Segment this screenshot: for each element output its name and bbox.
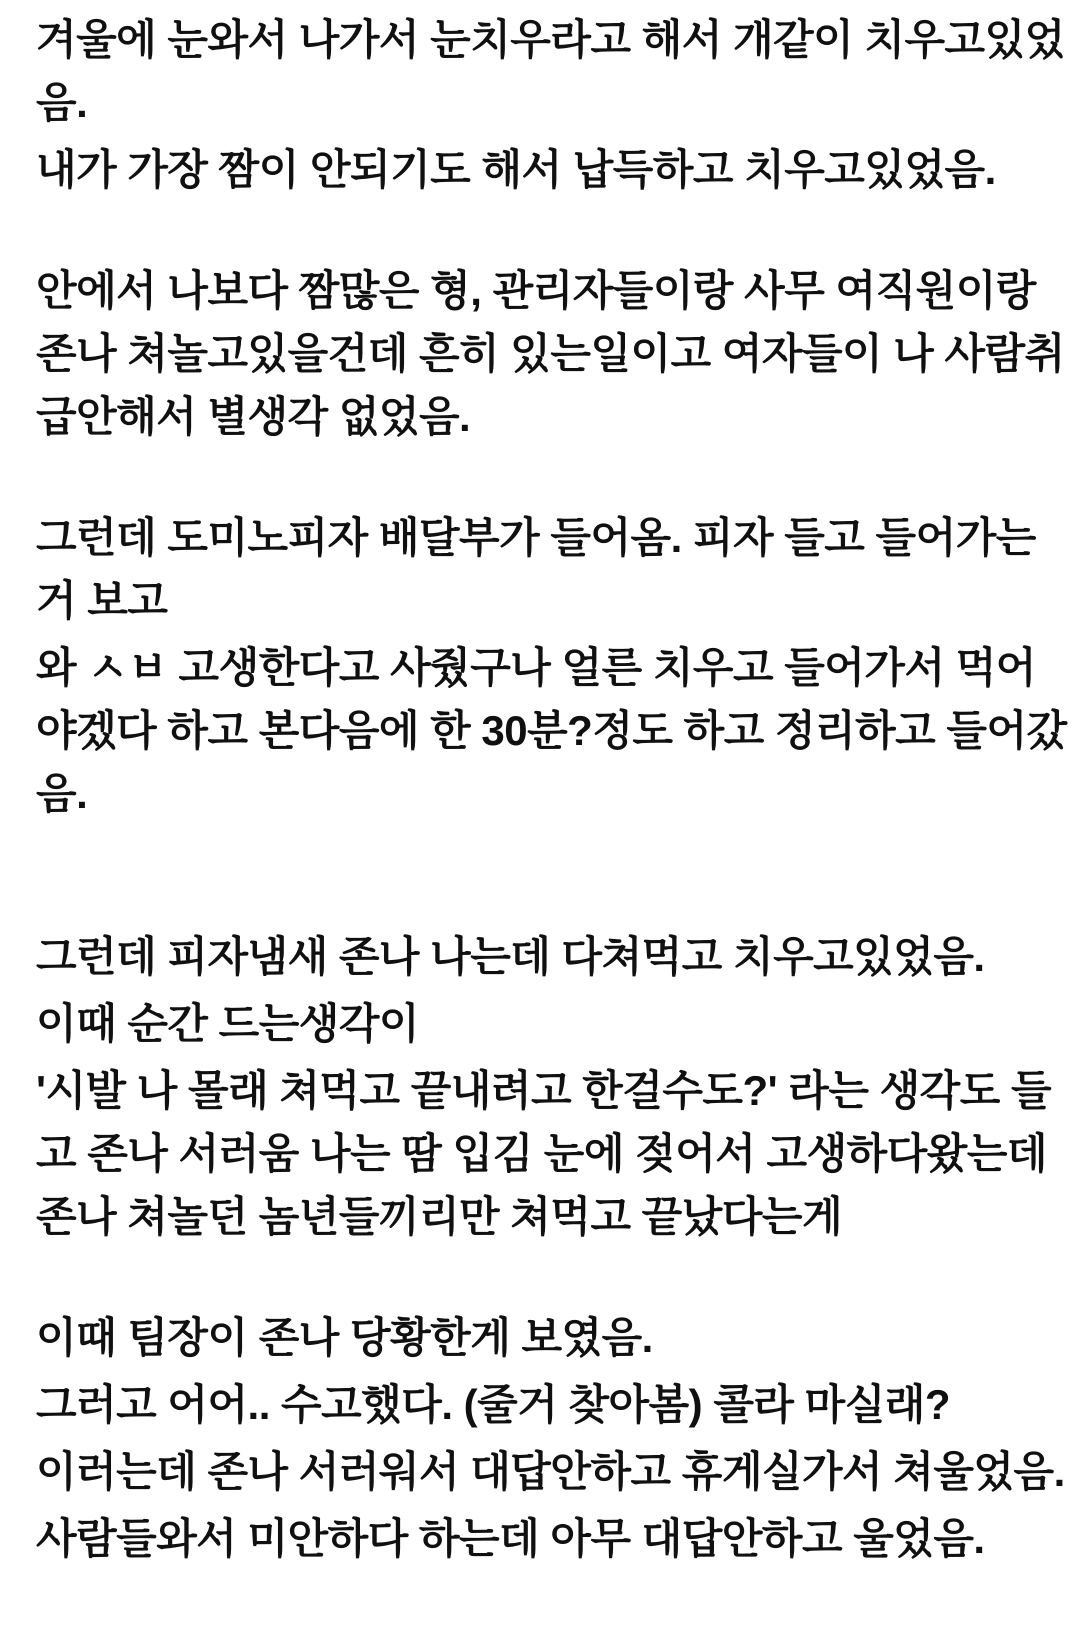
paragraph (36, 1440, 1065, 1503)
text-line: 이때 팀장이 존나 당황한게 보였음. (36, 1314, 653, 1361)
text-line: 그러고 어어.. 수고했다. (줄거 찾아봄) 콜라 마실래? (36, 1381, 951, 1428)
text-line: '시발 나 몰래 쳐먹고 끝내려고 한걸수도?' 라는 생각도 들 (36, 1067, 1052, 1114)
text-line: 급안해서 별생각 없었음. (36, 393, 471, 440)
text-line: 존나 쳐놀고있을건데 흔히 있는일이고 여자들이 나 사람취 (36, 330, 1065, 377)
text-line: 안에서 나보다 짬많은 형, 관리자들이랑 사무 여직원이랑 (36, 267, 1036, 314)
paragraph (36, 1306, 1050, 1369)
text-line: 고 존나 서러움 나는 땀 입김 눈에 젖어서 고생하다왔는데 (36, 1130, 1048, 1177)
paragraph (36, 1373, 1050, 1436)
paragraph (36, 259, 1065, 448)
text-line: 존나 쳐놀던 놈년들끼리만 쳐먹고 끝났다는게 (36, 1193, 843, 1240)
paragraph (36, 1507, 1050, 1570)
text-line: 사람들와서 미안하다 하는데 아무 대답안하고 울었음. (36, 1515, 985, 1562)
paragraph (36, 506, 1050, 632)
text-line: 그런데 도미노피자 배달부가 들어옴. 피자 들고 들어가는 (36, 514, 1036, 561)
text-line: 내가 가장 짬이 안되기도 해서 납득하고 치우고있었음. (36, 146, 996, 193)
text-line: 그런데 피자냄새 존나 나는데 다쳐먹고 치우고있었음. (36, 933, 985, 980)
paragraph (36, 925, 1050, 988)
paragraph (36, 992, 1050, 1055)
text-line: 야겠다 하고 본다음에 한 30분?정도 하고 정리하고 들어갔 (36, 707, 1067, 754)
text-line: 이때 순간 드는생각이 (36, 1000, 419, 1047)
paragraph (36, 8, 1065, 134)
text-line: 음. (36, 770, 88, 817)
text-line: 거 보고 (36, 577, 168, 624)
text-line: 겨울에 눈와서 나가서 눈치우라고 해서 개같이 치우고있었 (36, 16, 1065, 63)
paragraph (36, 1059, 1050, 1248)
text-line: 음. (36, 79, 88, 126)
paragraph (36, 138, 1050, 201)
text-line: 이러는데 존나 서러워서 대답안하고 휴게실가서 쳐울었음. (36, 1448, 1065, 1495)
paragraph (36, 636, 1067, 825)
text-line: 와 ㅅㅂ 고생한다고 사줬구나 얼른 치우고 들어가서 먹어 (36, 644, 1036, 691)
